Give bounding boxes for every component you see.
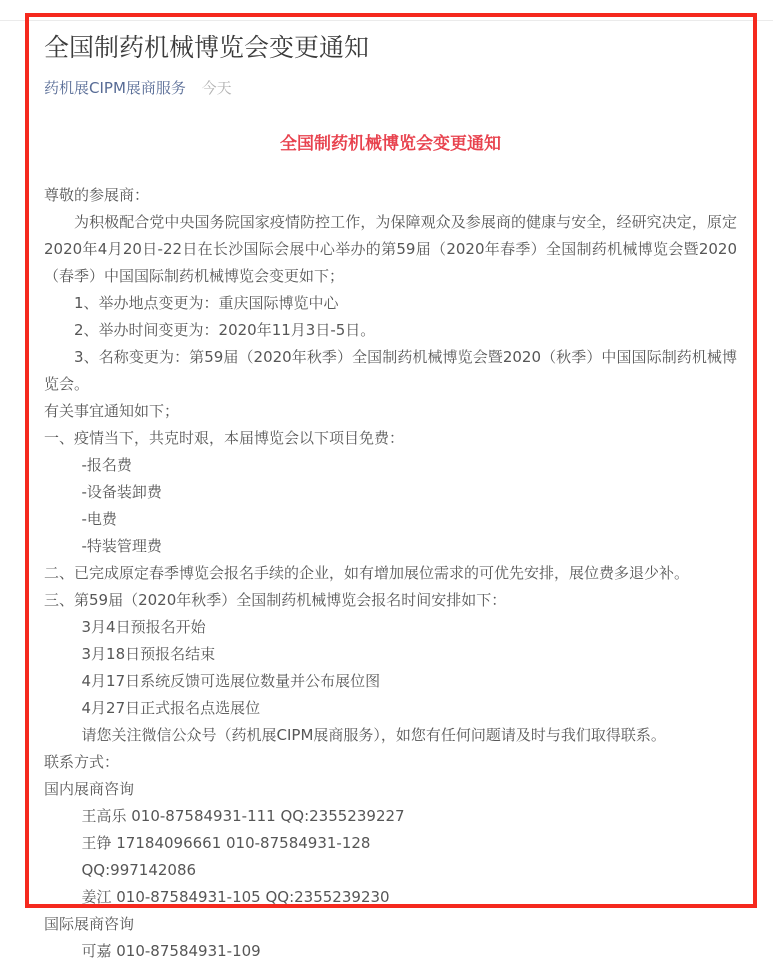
list-item: 2、举办时间变更为：2020年11月3日-5日。 [74, 321, 376, 339]
section-line: 二、已完成原定春季博览会报名手续的企业，如有增加展位需求的可优先安排，展位费多退少补。 [44, 564, 690, 582]
notice-heading: 全国制药机械博览会变更通知 [280, 134, 501, 154]
list-item: -报名费 [81, 456, 132, 474]
contact-line: 姜江 010-87584931-105 QQ:2355239230 [81, 888, 390, 906]
list-item: 3、名称变更为：第59届（2020年秋季）全国制药机械博览会暨2020（秋季）中国国际制药机械博览会。 [44, 348, 737, 393]
section-line: 一、疫情当下，共克时艰，本届博览会以下项目免费： [44, 429, 405, 447]
paragraph: 请您关注微信公众号（药机展CIPM展商服务），如您有任何问题请及时与我们取得联系。 [81, 726, 666, 744]
account-name-link[interactable]: 药机展CIPM展商服务 [44, 79, 186, 97]
contact-line: 可嘉 010-87584931-109 [81, 942, 261, 960]
salutation-line: 尊敬的参展商： [44, 186, 150, 204]
paragraph: 为积极配合党中央国务院国家疫情防控工作，为保障观众及参展商的健康与安全，经研究决定，原定2020年4月20日-22日在长沙国际会展中心举办的第59届（2020年春季）全国制药机械博览会暨2020（春季）中国国际制药机械博览会变更如下； [44, 213, 737, 285]
contact-group-title: 国内展商咨询 [44, 780, 135, 798]
schedule-line: 3月4日预报名开始 [81, 618, 206, 636]
page-title: 全国制药机械博览会变更通知 [44, 33, 370, 62]
contact-group-title: 国际展商咨询 [44, 915, 135, 933]
section-line: 三、第59届（2020年秋季）全国制药机械博览会报名时间安排如下： [44, 591, 507, 609]
schedule-line: 4月17日系统反馈可选展位数量并公布展位图 [81, 672, 381, 690]
section-line: 有关事宜通知如下； [44, 402, 180, 420]
list-item: -设备装卸费 [81, 483, 162, 501]
article-meta [44, 78, 737, 99]
schedule-line: 4月27日正式报名点选展位 [81, 699, 261, 717]
list-item: -特装管理费 [81, 537, 162, 555]
contact-line: QQ:997142086 [81, 861, 197, 879]
publish-date: 今天 [201, 79, 232, 97]
list-item: -电费 [81, 510, 117, 528]
article-body [44, 182, 737, 965]
contact-line: 王铮 17184096661 010-87584931-128 [81, 834, 371, 852]
contact-header: 联系方式： [44, 753, 120, 771]
list-item: 1、举办地点变更为：重庆国际博览中心 [74, 294, 339, 312]
schedule-line: 3月18日预报名结束 [81, 645, 216, 663]
contact-line: 王高乐 010-87584931-111 QQ:2355239227 [81, 807, 405, 825]
